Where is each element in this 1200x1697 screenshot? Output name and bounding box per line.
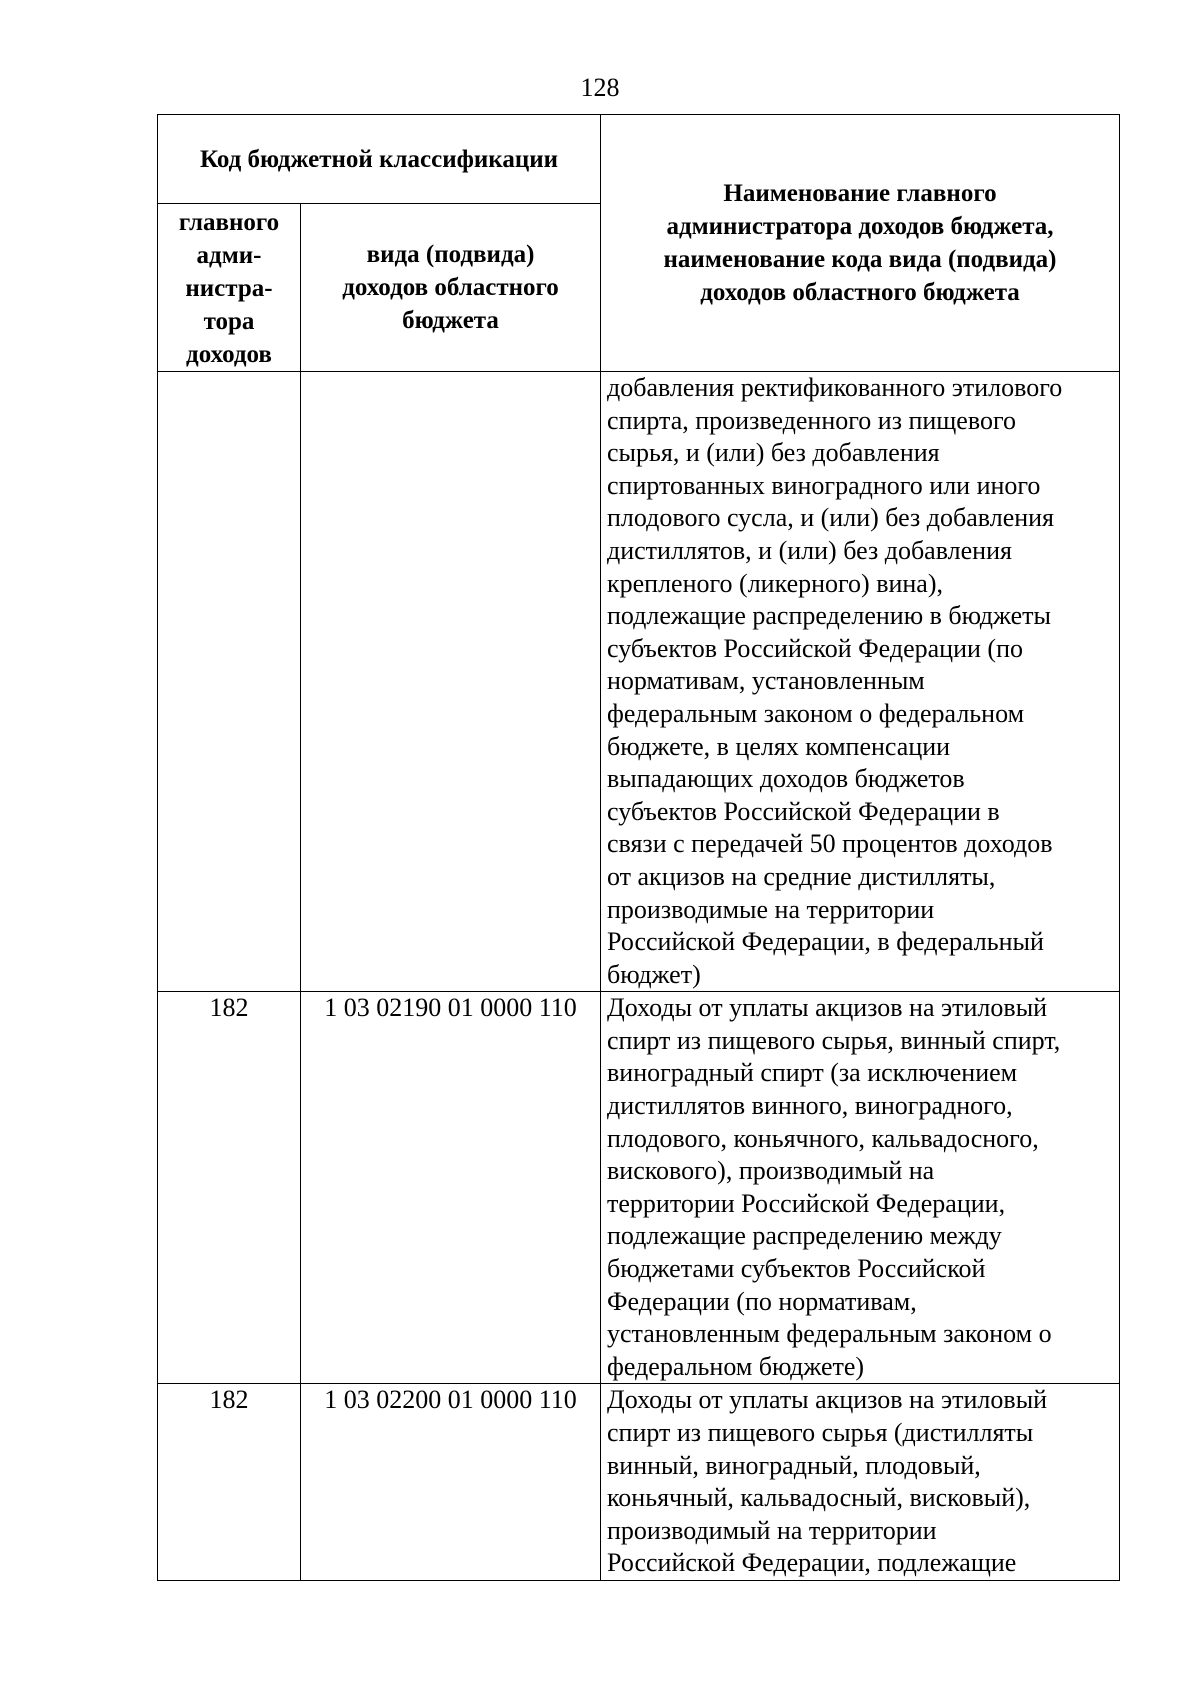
admin-code-cell: 182: [158, 992, 301, 1384]
header-group-title: Код бюджетной классификации: [158, 115, 601, 204]
description-line: виноградный спирт (за исключением: [607, 1058, 1018, 1088]
description-line: спирт из пищевого сырья, винный спирт,: [607, 1025, 1061, 1055]
description-line: бюджетами субъектов Российской: [607, 1254, 986, 1284]
admin-code-cell: [158, 372, 301, 992]
admin-code-cell: 182: [158, 1384, 301, 1581]
description-line: вискового), производимый на: [607, 1156, 935, 1186]
description-line: добавления ректификованного этилового: [607, 373, 1063, 402]
description-line: Федерации (по нормативам,: [607, 1286, 917, 1316]
description-line: дистиллятов, и (или) без добавления: [607, 535, 1012, 565]
header-admin-line: главного: [178, 209, 280, 236]
description-line: винный, виноградный, плодовый,: [607, 1450, 981, 1480]
description-line: субъектов Российской Федерации в: [607, 796, 1000, 826]
description-line: Российской Федерации, подлежащие: [607, 1548, 1017, 1578]
description-line: спирта, произведенного из пищевого: [607, 405, 1016, 435]
header-name-line: администратора доходов бюджета,: [666, 213, 1054, 240]
description-line: бюджет): [607, 959, 701, 989]
description-line: нормативам, установленным: [607, 666, 925, 696]
description-line: производимые на территории: [607, 894, 935, 924]
description-line: Доходы от уплаты акцизов на этиловый: [607, 1385, 1048, 1415]
description-line: от акцизов на средние дистилляты,: [607, 861, 996, 891]
kind-code-cell: [301, 372, 601, 992]
header-row-top: [158, 115, 1120, 204]
description-line: подлежащие распределению в бюджеты: [607, 601, 1051, 631]
kind-code-cell: 1 03 02190 01 0000 110: [301, 992, 601, 1384]
description-line: подлежащие распределению между: [607, 1221, 1002, 1251]
description-line: федеральном бюджете): [607, 1351, 865, 1381]
description-line: территории Российской Федерации,: [607, 1188, 1006, 1218]
header-name-column: [601, 115, 1120, 372]
header-name-line: Наименование главного: [723, 180, 997, 207]
header-kind-line: доходов областного: [342, 274, 559, 301]
description-line: Доходы от уплаты акцизов на этиловый: [607, 993, 1048, 1023]
kind-code-cell: 1 03 02200 01 0000 110: [301, 1384, 601, 1581]
budget-classification-table: [157, 114, 1120, 1581]
table-row: [158, 1384, 1120, 1581]
description-line: спиртованных виноградного или иного: [607, 470, 1041, 500]
description-line: бюджете, в целях компенсации: [607, 731, 951, 761]
table-row: [158, 992, 1120, 1384]
table-body: [158, 372, 1120, 1581]
description-line: субъектов Российской Федерации (по: [607, 633, 1023, 663]
description-cell: [601, 372, 1120, 992]
header-admin-line: тора: [203, 308, 255, 335]
header-admin-line: адми-: [196, 242, 262, 269]
header-admin-line: нистра-: [185, 275, 273, 302]
description-cell: [601, 992, 1120, 1384]
description-line: спирт из пищевого сырья (дистилляты: [607, 1418, 1034, 1447]
description-line: Российской Федерации, в федеральный: [607, 927, 1044, 957]
header-kind-line: вида (подвида): [366, 241, 535, 268]
description-line: связи с передачей 50 процентов доходов: [607, 829, 1053, 859]
description-line: установленным федеральным законом о: [607, 1319, 1052, 1349]
header-admin-line: доходов: [186, 341, 272, 368]
description-line: крепленого (ликерного) вина),: [607, 568, 943, 598]
header-kind-column: [301, 204, 601, 372]
description-cell: [601, 1384, 1120, 1581]
table-row: [158, 372, 1120, 992]
header-name-line: доходов областного бюджета: [700, 279, 1020, 306]
description-line: коньячный, кальвадосный, висковый),: [607, 1483, 1031, 1513]
page-number: 128: [580, 73, 620, 102]
header-kind-line: бюджета: [402, 307, 499, 334]
description-line: производимый на территории: [607, 1515, 937, 1545]
description-line: выпадающих доходов бюджетов: [607, 764, 965, 794]
header-name-line: наименование кода вида (подвида): [663, 246, 1057, 273]
description-line: плодового сусла, и (или) без добавления: [607, 503, 1055, 533]
description-line: дистиллятов винного, виноградного,: [607, 1091, 1013, 1121]
description-line: сырья, и (или) без добавления: [607, 438, 940, 468]
description-line: плодового, коньячного, кальвадосного,: [607, 1123, 1039, 1153]
header-admin-column: [158, 204, 301, 372]
description-line: федеральным законом о федеральном: [607, 698, 1025, 728]
